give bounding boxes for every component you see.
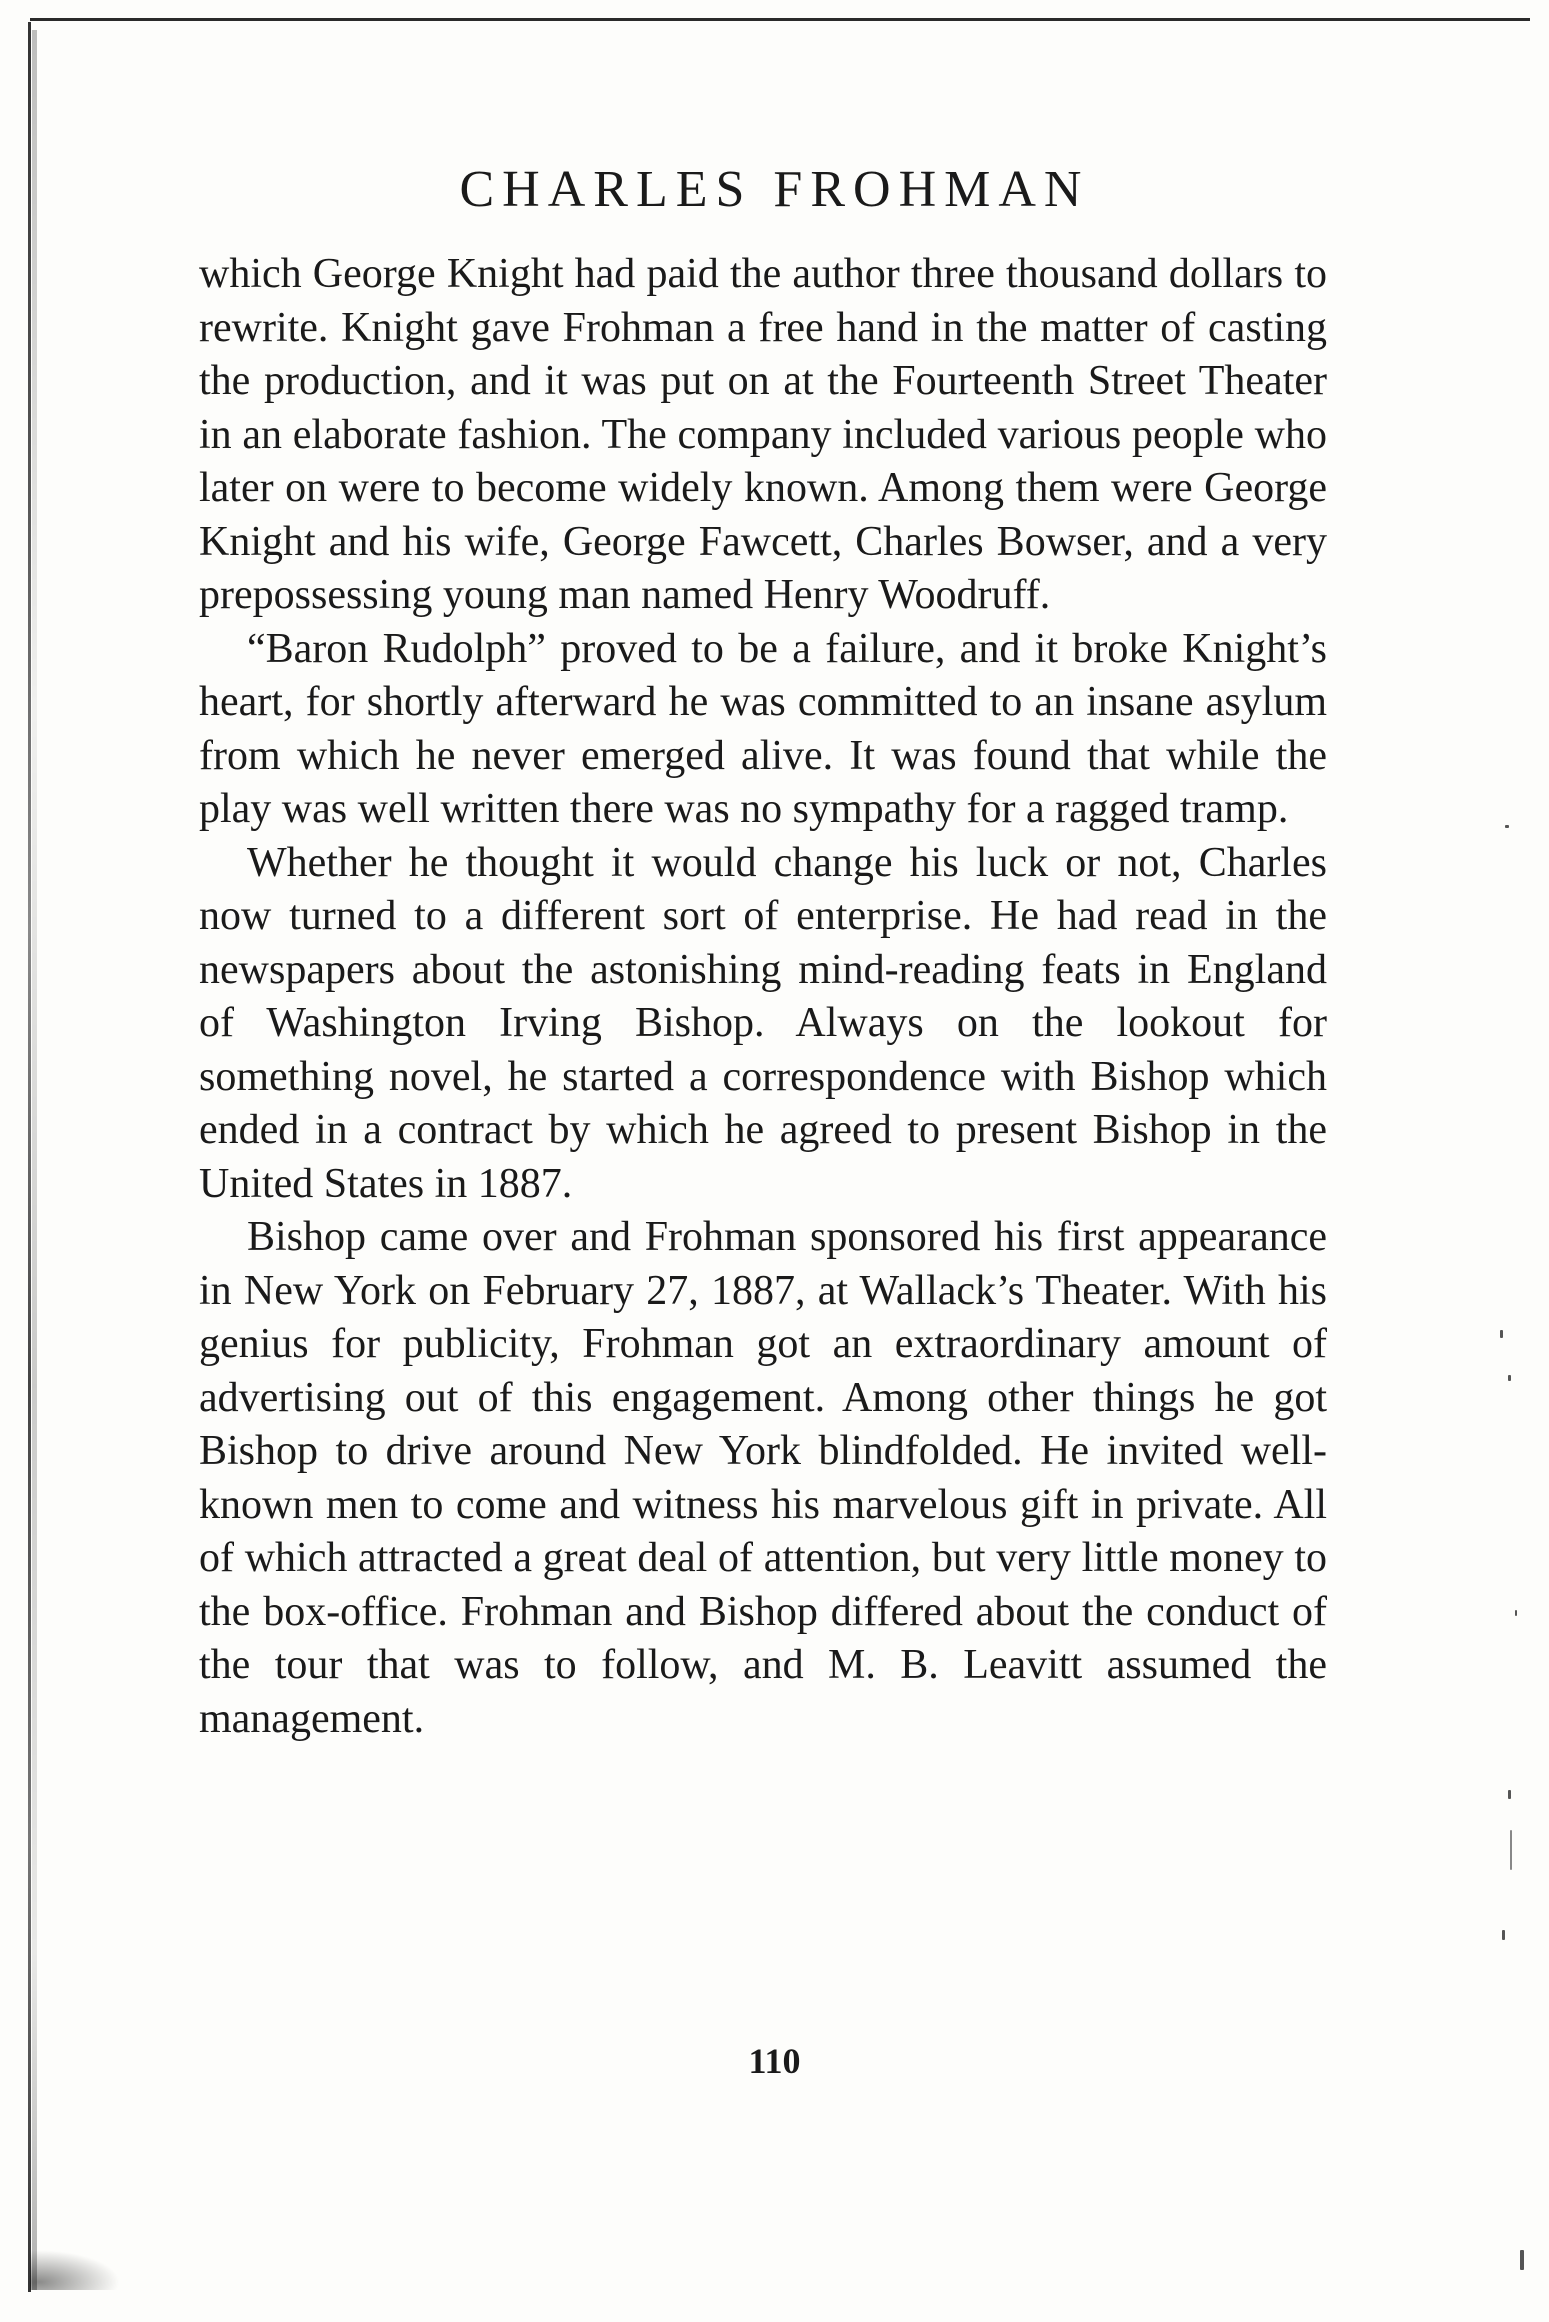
page-number: 110 bbox=[748, 2041, 801, 2081]
page-edge-left bbox=[28, 22, 31, 2292]
page-edge-top bbox=[30, 18, 1530, 21]
body-text bbox=[199, 248, 1327, 1746]
running-head: CHARLES FROHMAN bbox=[459, 161, 1090, 218]
page-edge-shadow bbox=[32, 30, 37, 2290]
paragraph-2: “Baron Rudolph” proved to be a failure, and it broke Knight’s heart, for shortly afterward he was committed to an insane asylum from which he never emerged alive. It was found that while the play was well written there was no sympathy for a ragged tramp. bbox=[199, 625, 1327, 832]
paragraph-4: Bishop came over and Frohman sponsored his first appearance in New York on February 27, 1887, at Wallack’s Theater. With his genius for publicity, Frohman got an extraordinary amount of advertising out of this engagement. Among other things he got Bishop to drive around New York blindfolded. He invited well-known men to come and witness his marvelous gift in private. All of which attracted a great deal of attention, but very little money to the box-office. Frohman and Bishop differed about the conduct of the tour that was to follow, and M. B. Leavitt assumed the management. bbox=[199, 1214, 1327, 1742]
corner-smudge bbox=[30, 2250, 120, 2290]
paragraph-3: Whether he thought it would change his luck or not, Charles now turned to a different sort of enterprise. He had read in the newspapers about the astonishing mind-reading feats in England of Washington Irving Bishop. Always on the lookout for something novel, he started a correspondence with Bishop which ended in a contract by which he agreed to present Bishop in the United States in 1887. bbox=[199, 839, 1327, 1207]
paragraph-1: which George Knight had paid the author three thousand dollars to rewrite. Knight gave Frohman a free hand in the matter of casting the production, and it was put on at the Fourteenth Street Theater in an elaborate fashion. The company included various people who later on were to become widely known. Among them were George Knight and his wife, George Fawcett, Charles Bowser, and a very prepossessing young man named Henry Woodruff. bbox=[199, 251, 1327, 618]
